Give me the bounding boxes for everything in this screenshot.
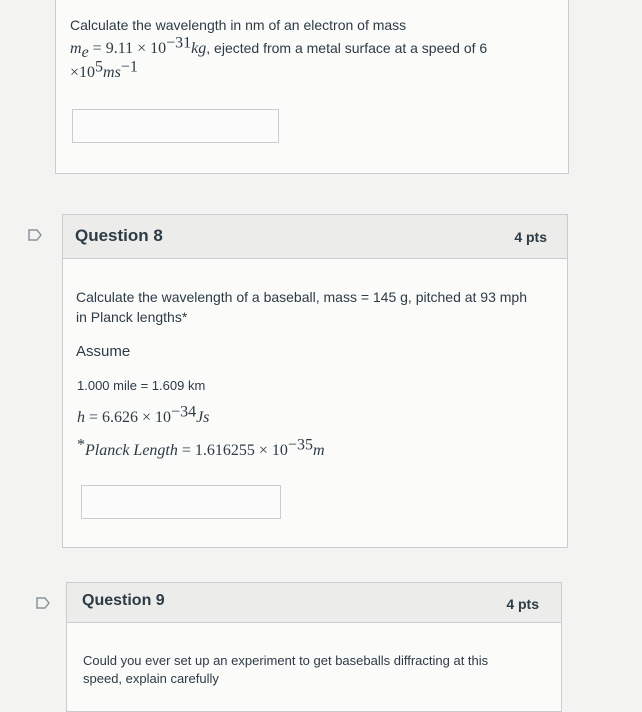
question-8-prompt-line2: in Planck lengths* [76,309,188,325]
question-9-card [66,582,562,712]
speed-prefix: ×10 [70,64,96,81]
speed-unit-exponent: −1 [120,58,138,76]
mass-value: = 9.11 × 10 [88,40,167,57]
h-exponent: −34 [171,403,197,421]
question-8-header [63,215,567,259]
question-7-card [55,0,569,174]
question-8-answer-input[interactable] [81,485,281,519]
mass-subscript: e [81,43,89,61]
h-symbol: h [77,409,85,426]
question-7-prompt-rest: , ejected from a metal surface at a speed of 6 [206,40,488,56]
question-9-header [67,583,561,623]
mass-symbol: m [70,40,82,57]
planck-label: Planck Length [85,442,178,459]
question-8-conversion: 1.000 mile = 1.609 km [77,378,206,393]
planck-unit: m [312,442,325,459]
question-9-points: 4 pts [506,596,539,612]
planck-value: = 1.616255 × 10 [177,442,288,459]
question-9-prompt-line1: Could you ever set up an experiment to get baseballs diffracting at this [83,653,489,668]
speed-exponent: 5 [95,58,104,76]
bookmark-flag-icon[interactable] [36,597,50,609]
planck-asterisk: * [77,436,85,454]
mass-unit: kg [191,40,207,57]
question-8-planck-constant [77,403,210,427]
speed-unit: ms [103,64,121,81]
h-unit: Js [196,409,210,426]
planck-exponent: −35 [287,436,313,454]
question-7-answer-input[interactable] [72,109,279,143]
question-7-prompt-line2 [70,34,488,61]
question-9-prompt-line2: speed, explain carefully [83,671,219,686]
question-8-title: Question 8 [75,226,163,245]
h-value: = 6.626 × 10 [85,409,172,426]
question-7-prompt-line3 [70,58,138,82]
question-8-points: 4 pts [514,229,547,245]
question-8-card [62,214,568,548]
question-9-title: Question 9 [82,592,165,609]
bookmark-flag-icon[interactable] [28,229,42,241]
question-8-planck-length [77,436,325,460]
question-7-prompt-line1: Calculate the wavelength in nm of an electron of mass [70,17,407,33]
mass-exponent: −31 [166,34,192,52]
question-8-assume: Assume [76,343,131,360]
question-8-prompt-line1: Calculate the wavelength of a baseball, mass = 145 g, pitched at 93 mph [76,289,528,305]
